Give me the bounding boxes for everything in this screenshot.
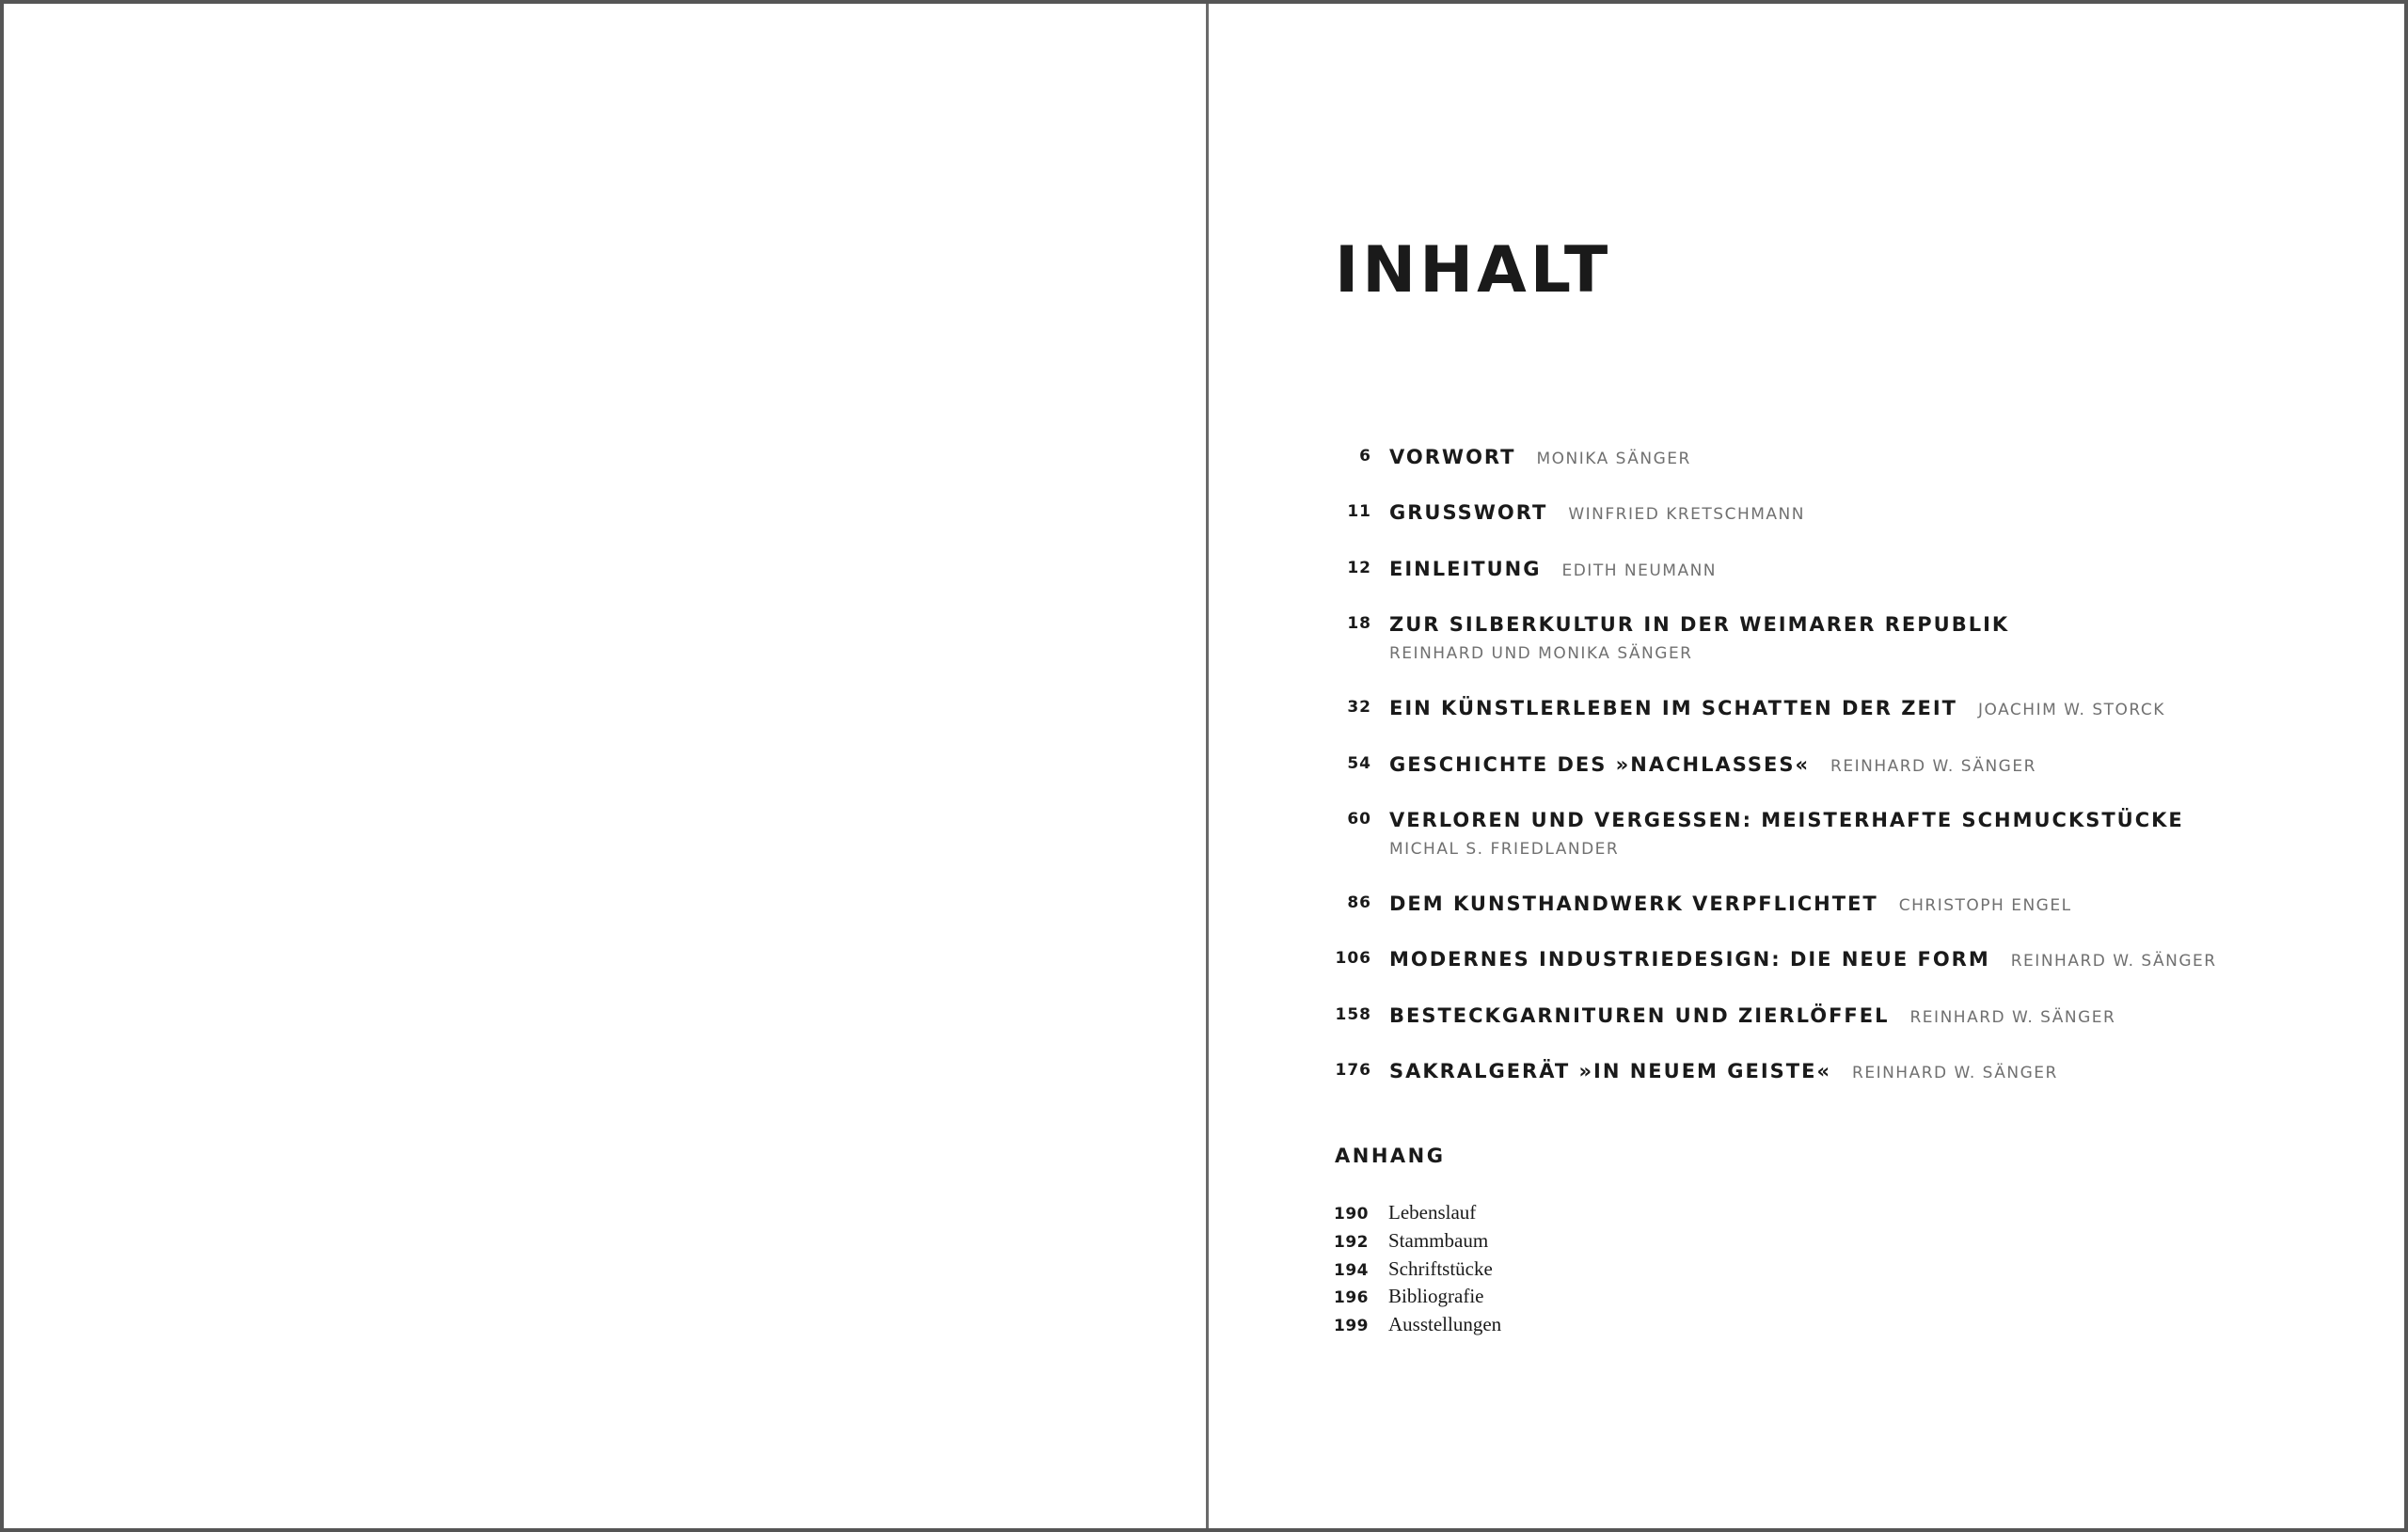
table-of-contents: [1328, 443, 2363, 1113]
toc-author: WINFRIED KRETSCHMANN: [1568, 505, 1805, 525]
appendix-item[interactable]: [1334, 1257, 1501, 1286]
appendix-label: Bibliografie: [1388, 1285, 1484, 1308]
appendix-label: Lebenslauf: [1388, 1201, 1477, 1224]
toc-title: GRUSSWORT: [1389, 501, 1548, 525]
toc-title: VERLOREN UND VERGESSEN: MEISTERHAFTE SCHMUCKSTÜCKE: [1389, 808, 2184, 831]
toc-author: REINHARD UND MONIKA SÄNGER: [1389, 644, 1693, 664]
appendix-item[interactable]: [1334, 1201, 1501, 1229]
toc-entry[interactable]: [1328, 890, 2363, 945]
toc-page-number: 60: [1347, 809, 1371, 829]
toc-entry[interactable]: [1328, 694, 2363, 750]
toc-page-number: 176: [1335, 1061, 1371, 1081]
toc-page-number: 11: [1347, 502, 1371, 522]
appendix-page-number: 192: [1334, 1232, 1369, 1252]
toc-entry[interactable]: [1328, 498, 2363, 554]
toc-title: MODERNES INDUSTRIEDESIGN: DIE NEUE FORM: [1389, 948, 1990, 971]
toc-page-number: 158: [1335, 1004, 1371, 1024]
appendix-list: [1334, 1201, 1501, 1341]
toc-author: JOACHIM W. STORCK: [1977, 701, 2165, 720]
toc-author: MONIKA SÄNGER: [1536, 450, 1691, 468]
toc-entry[interactable]: [1328, 806, 2363, 890]
toc-entry[interactable]: [1328, 1002, 2363, 1057]
appendix-page-number: 190: [1334, 1205, 1369, 1224]
appendix-label: Schriftstücke: [1388, 1256, 1493, 1280]
toc-title: ZUR SILBERKULTUR IN DER WEIMARER REPUBLIK: [1389, 613, 2010, 637]
toc-entry[interactable]: [1328, 1057, 2363, 1113]
toc-page-number: 54: [1347, 753, 1371, 773]
toc-page-number: 106: [1335, 949, 1371, 969]
toc-entry[interactable]: [1328, 750, 2363, 806]
toc-author: MICHAL S. FRIEDLANDER: [1389, 839, 1620, 859]
toc-author: EDITH NEUMANN: [1561, 561, 1718, 580]
page-title: INHALT: [1335, 233, 1612, 308]
appendix-item[interactable]: [1334, 1229, 1501, 1257]
appendix-page-number: 196: [1334, 1288, 1369, 1308]
right-page: [1209, 4, 2408, 1528]
toc-author: REINHARD W. SÄNGER: [1830, 756, 2036, 776]
toc-page-number: 6: [1359, 447, 1371, 466]
toc-title: SAKRALGERÄT »IN NEUEM GEISTE«: [1389, 1060, 1832, 1083]
toc-title: EINLEITUNG: [1389, 557, 1542, 580]
appendix-label: Stammbaum: [1388, 1228, 1489, 1252]
toc-title: DEM KUNSTHANDWERK VERPFLICHTET: [1389, 892, 1878, 915]
toc-page-number: 86: [1347, 892, 1371, 912]
appendix-page-number: 194: [1334, 1260, 1369, 1280]
toc-entry[interactable]: [1328, 610, 2363, 694]
toc-page-number: 32: [1347, 698, 1371, 718]
toc-page-number: 18: [1347, 614, 1371, 634]
toc-entry[interactable]: [1328, 443, 2363, 498]
toc-entry[interactable]: [1328, 555, 2363, 610]
toc-author: REINHARD W. SÄNGER: [1909, 1007, 2116, 1027]
toc-title: BESTECKGARNITUREN UND ZIERLÖFFEL: [1389, 1003, 1890, 1027]
appendix-label: Ausstellungen: [1388, 1313, 1502, 1336]
toc-page-number: 12: [1347, 558, 1371, 577]
toc-title: EIN KÜNSTLERLEBEN IM SCHATTEN DER ZEIT: [1389, 697, 1957, 720]
toc-author: REINHARD W. SÄNGER: [1852, 1064, 2058, 1083]
toc-author: CHRISTOPH ENGEL: [1898, 895, 2072, 915]
toc-entry[interactable]: [1328, 945, 2363, 1001]
left-page-blank: [4, 4, 1206, 1528]
toc-author: REINHARD W. SÄNGER: [2010, 952, 2217, 971]
appendix-page-number: 199: [1334, 1317, 1369, 1336]
appendix-heading: ANHANG: [1335, 1145, 1446, 1167]
appendix-item[interactable]: [1334, 1313, 1501, 1341]
appendix-item[interactable]: [1334, 1285, 1501, 1313]
toc-title: GESCHICHTE DES »NACHLASSES«: [1389, 752, 1811, 776]
toc-title: VORWORT: [1389, 446, 1516, 468]
